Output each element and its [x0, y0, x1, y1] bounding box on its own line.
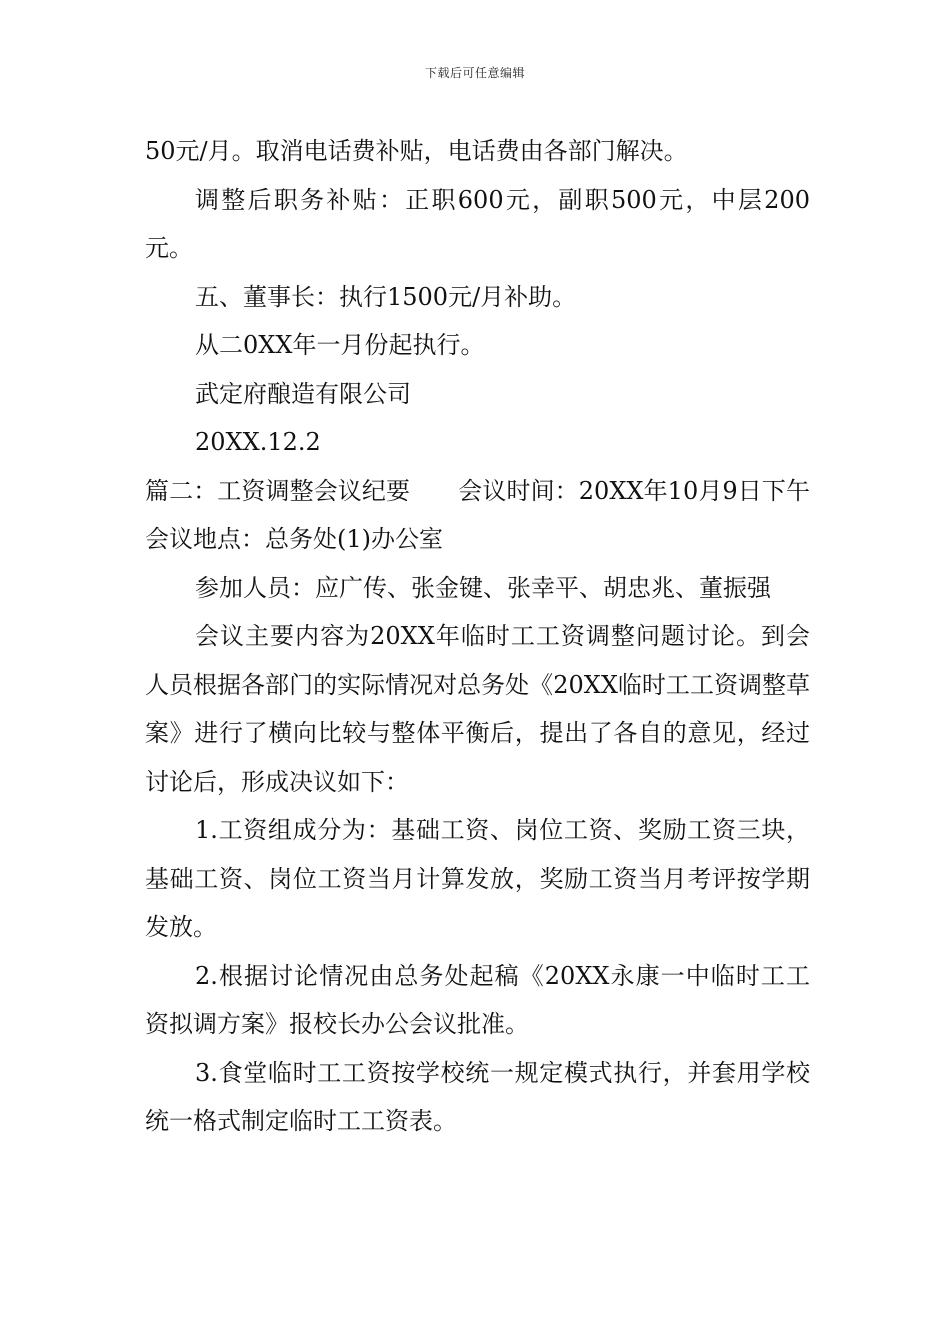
paragraph: 2.根据讨论情况由总务处起稿《20XX永康一中临时工工资拟调方案》报校长办公会议批准。: [145, 961, 810, 1038]
paragraph: 调整后职务补贴：正职600元，副职500元，中层200元。: [145, 185, 810, 262]
document-body: [145, 127, 810, 1146]
page-header: 下载后可任意编辑: [424, 66, 525, 80]
paragraph: 3.食堂临时工工资按学校统一规定模式执行，并套用学校统一格式制定临时工工资表。: [145, 1058, 810, 1135]
paragraph: 1.工资组成分为：基础工资、岗位工资、奖励工资三块，基础工资、岗位工资当月计算发放，奖励工资当月考评按学期发放。: [145, 816, 810, 941]
document-date: 20XX.12.2: [195, 428, 321, 456]
paragraph: 参加人员：应广传、张金键、张幸平、胡忠兆、董振强: [195, 573, 771, 602]
company-name: 武定府酿造有限公司: [195, 379, 411, 408]
paragraph: 从二0XX年一月份起执行。: [195, 331, 485, 359]
section-heading: 篇二：工资调整会议纪要 会议时间：20XX年10月9日下午会议地点：总务处(1)办公室: [145, 476, 810, 553]
paragraph: 五、董事长：执行1500元/月补助。: [195, 282, 577, 311]
paragraph: 50元/月。取消电话费补贴，电话费由各部门解决。: [145, 137, 688, 165]
paragraph: 会议主要内容为20XX年临时工工资调整问题讨论。到会人员根据各部门的实际情况对总务处《20XX临时工工资调整草案》进行了横向比较与整体平衡后，提出了各自的意见，经过讨论后，形成决议如下：: [145, 622, 810, 796]
